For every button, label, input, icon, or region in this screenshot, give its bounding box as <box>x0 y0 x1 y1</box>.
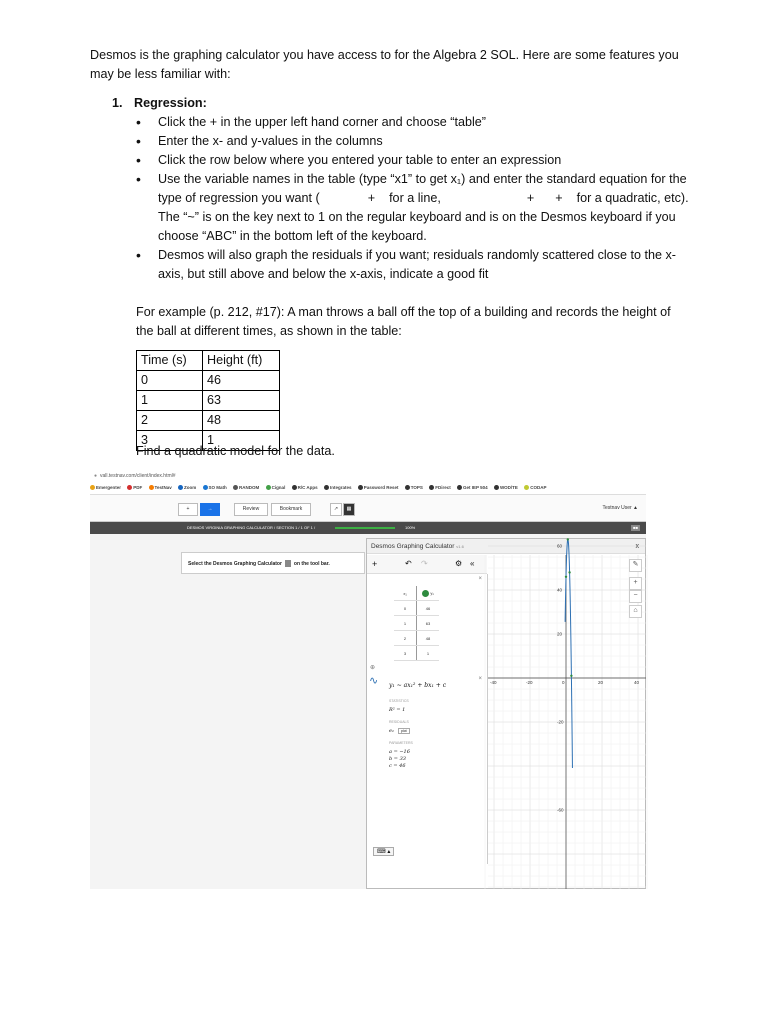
calculator-tool-button[interactable]: ▦ <box>343 503 355 516</box>
y-tick-label: 60 <box>557 543 563 549</box>
table-cell: 1 <box>203 431 280 451</box>
progress-bar <box>90 522 646 534</box>
bookmark[interactable]: SO Math <box>203 485 227 490</box>
bookmark[interactable]: Password Reset <box>358 485 399 490</box>
address-bar[interactable] <box>90 470 646 482</box>
desmos-calculator-window <box>366 538 646 889</box>
instruction-text: on the tool bar. <box>293 561 330 567</box>
section-number: 1. <box>112 96 123 110</box>
parameter-c: c = 46 <box>389 763 406 769</box>
regression-formula[interactable]: y₁ ~ ax₁² + bx₁ + c <box>389 682 447 689</box>
data-point <box>568 571 570 573</box>
data-table <box>136 350 280 451</box>
bookmark[interactable]: Get IEP 504 <box>457 485 488 490</box>
next-button[interactable]: → <box>200 503 220 516</box>
progress-fill <box>335 527 395 529</box>
section-badge: ■■ <box>633 525 638 530</box>
progress-label: DESMOS VIRGINIA GRAPHING CALCULATOR / SECTION 1 / 1 OF 1 / <box>187 525 316 530</box>
keyboard-toggle-button[interactable]: ⌨ ▴ <box>373 847 394 856</box>
x-tick-label: 20 <box>598 680 604 685</box>
bookmark[interactable]: Zoom <box>178 485 196 490</box>
zoom-in-button[interactable]: + <box>629 577 642 590</box>
data-point <box>567 538 569 540</box>
bookmark[interactable]: WOD/TE <box>494 485 518 490</box>
list-item <box>136 132 690 151</box>
zoom-icon[interactable]: ⊕ <box>370 665 376 671</box>
bookmarks-bar <box>90 482 646 495</box>
bookmark[interactable]: Cignal <box>266 485 286 490</box>
bookmark[interactable]: PDF <box>127 485 142 490</box>
table-cell[interactable]: 1 <box>394 616 417 631</box>
y-tick-label: -60 <box>557 807 564 813</box>
x-tick-label: 0 <box>562 680 565 685</box>
plus-sign: + <box>555 191 563 205</box>
expression-toolbar <box>367 555 487 574</box>
bullet-text: Click the row below where you entered your table to enter an expression <box>158 153 562 167</box>
undo-icon[interactable]: ↶ <box>405 559 412 568</box>
table-header-row <box>137 351 280 371</box>
section-heading <box>112 94 207 113</box>
example-paragraph: For example (p. 212, #17): A man throws a ball off the top of a building and records the height of the ball at different times, as shown in the table: <box>136 305 671 338</box>
list-item <box>136 151 690 170</box>
y-tick-label: -20 <box>557 719 564 725</box>
bullet-text: for a line, <box>389 191 441 205</box>
url-text: vall.testnav.com/client/index.html# <box>100 473 176 479</box>
bookmark[interactable]: TestNav <box>149 485 172 490</box>
table-cell[interactable]: 46 <box>417 601 440 616</box>
calculator-icon <box>285 560 291 567</box>
table-cell[interactable]: 2 <box>394 631 417 646</box>
r-squared-value: R² = 1 <box>389 707 406 713</box>
table-cell[interactable]: 48 <box>417 631 440 646</box>
plus-sign: + <box>367 191 376 205</box>
pointer-tool-button[interactable]: ↗ <box>330 503 342 516</box>
list-item <box>136 113 690 132</box>
statistics-label: STATISTICS <box>389 699 409 703</box>
bullet-text: Desmos will also graph the residuals if you want; residuals randomly scattered close to the x-axis, but still above and below the x-axis, indicate a good fit <box>158 248 676 281</box>
home-icon[interactable]: ⌂ <box>629 605 642 618</box>
lock-icon: ● <box>94 473 98 479</box>
review-button[interactable]: Review <box>234 503 268 516</box>
regression-icon: ∿ <box>369 675 379 687</box>
y-tick-label: 20 <box>557 631 563 637</box>
list-item <box>136 246 690 284</box>
bookmark[interactable]: CODAP <box>524 485 546 490</box>
parameter-b: b = 33 <box>389 756 406 762</box>
table-row <box>137 371 280 391</box>
bullet-text: Click the + in the upper left hand corner and choose “table” <box>158 115 486 129</box>
user-menu[interactable]: Testnav User ▲ <box>602 505 638 511</box>
parameters-label: PARAMETERS <box>389 741 413 745</box>
table-cell: 1 <box>137 391 203 411</box>
table-cell[interactable]: 1 <box>417 646 440 661</box>
desmos-table[interactable] <box>394 586 439 661</box>
progress-percent: 100% <box>405 525 416 530</box>
bullet-text: Use the variable names in the table (type “x1” to get x₁) and enter the standard equation for the type of regression you want ( <box>158 172 687 205</box>
bullet-text: Enter the x- and y-values in the columns <box>158 134 383 148</box>
bookmark[interactable]: R/C Apps <box>292 485 318 490</box>
bookmark-button[interactable]: Bookmark <box>271 503 311 516</box>
residuals-label: RESIDUALS <box>389 720 409 724</box>
y-tick-label: 40 <box>557 587 563 593</box>
task-text: Find a quadratic model for the data. <box>136 444 335 458</box>
document <box>90 46 690 458</box>
table-cell[interactable]: 63 <box>417 616 440 631</box>
x-tick-label: 40 <box>634 680 640 685</box>
wrench-icon[interactable]: ✎ <box>629 559 642 572</box>
x-tick-label: -20 <box>526 680 533 685</box>
gear-icon[interactable]: ⚙ <box>455 559 463 568</box>
add-item-icon[interactable]: + <box>372 559 378 569</box>
graph-area[interactable] <box>488 543 646 889</box>
table-cell: 46 <box>203 371 280 391</box>
plus-sign: + <box>526 191 535 205</box>
column-header: Time (s) <box>137 351 203 371</box>
bookmark[interactable]: Integrates <box>324 485 352 490</box>
data-point <box>565 576 567 578</box>
table-row <box>137 391 280 411</box>
data-point <box>570 675 572 677</box>
table-cell: 2 <box>137 411 203 431</box>
desmos-screenshot <box>90 470 646 889</box>
delete-table-icon[interactable]: × <box>478 576 482 582</box>
collapse-icon[interactable]: « <box>470 559 475 568</box>
add-button[interactable]: + <box>178 503 198 516</box>
redo-icon[interactable]: ↷ <box>421 559 428 568</box>
x-tick-label: -40 <box>490 680 497 685</box>
bookmark[interactable]: RANDOM <box>233 485 259 490</box>
table-cell[interactable]: 3 <box>394 646 417 661</box>
version-label: v1.6 <box>456 544 464 549</box>
bookmark[interactable]: Emergenter <box>90 485 121 490</box>
bookmark[interactable]: TOPS <box>405 485 423 490</box>
table-cell: 48 <box>203 411 280 431</box>
graph-canvas[interactable] <box>488 543 646 889</box>
zoom-out-button[interactable]: − <box>629 590 642 603</box>
column-header: y₁ <box>417 586 440 601</box>
instruction-text: Select the Desmos Graphing Calculator <box>188 561 282 567</box>
calculator-title: Desmos Graphing Calculator <box>371 543 455 550</box>
test-toolbar <box>90 495 646 522</box>
series-color-icon[interactable] <box>422 590 429 597</box>
section-title: Regression: <box>134 96 207 110</box>
column-header: Height (ft) <box>203 351 280 371</box>
expression-list <box>367 574 488 864</box>
column-header: x₁ <box>394 586 417 601</box>
table-cell[interactable]: 0 <box>394 601 417 616</box>
residual-variable: e₁ <box>389 728 394 734</box>
table-cell: 0 <box>137 371 203 391</box>
table-row <box>137 411 280 431</box>
bookmark[interactable]: FDirect <box>429 485 451 490</box>
plot-button[interactable]: plot <box>398 728 410 734</box>
table-cell: 3 <box>137 431 203 451</box>
close-button[interactable]: x <box>635 543 639 550</box>
instruction-box <box>181 552 365 574</box>
list-item <box>136 170 690 246</box>
user-name: Testnav User <box>602 505 632 511</box>
parameter-a: a = −16 <box>389 749 410 755</box>
delete-expression-icon[interactable]: × <box>478 676 482 682</box>
calculator-title-bar[interactable] <box>367 539 645 554</box>
bullet-text: for a quadratic, etc). The “~” is on the key next to 1 on the regular keyboard and is on the Desmos keyboard if you choose “ABC” in the bottom left of the keyboard. <box>158 191 689 243</box>
bullet-list <box>136 113 690 284</box>
intro-paragraph: Desmos is the graphing calculator you have access to for the Algebra 2 SOL. Here are some features you may be less familiar with: <box>90 48 679 81</box>
table-cell: 63 <box>203 391 280 411</box>
